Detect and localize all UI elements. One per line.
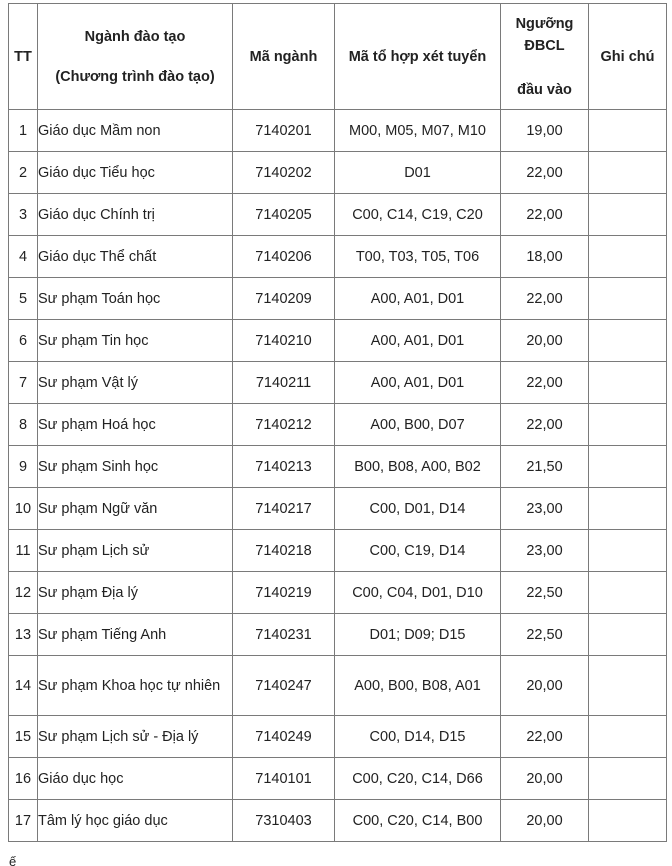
cell-threshold: 22,00 — [501, 716, 589, 758]
cell-code: 7140213 — [233, 446, 335, 488]
cell-threshold: 22,00 — [501, 278, 589, 320]
cell-note — [589, 758, 667, 800]
cell-note — [589, 572, 667, 614]
cell-tt: 17 — [9, 800, 38, 842]
header-combos: Mã tổ hợp xét tuyển — [335, 4, 501, 110]
table-row — [9, 446, 667, 488]
table-row — [9, 194, 667, 236]
cell-note — [589, 716, 667, 758]
cell-note — [589, 362, 667, 404]
header-threshold — [501, 4, 589, 110]
cell-major: Giáo dục Thể chất — [38, 236, 233, 278]
cell-tt: 5 — [9, 278, 38, 320]
cell-tt: 12 — [9, 572, 38, 614]
cell-major: Sư phạm Hoá học — [38, 404, 233, 446]
cell-tt: 14 — [9, 656, 38, 716]
cell-combos: A00, B00, D07 — [335, 404, 501, 446]
cell-code: 7140249 — [233, 716, 335, 758]
cell-code: 7140231 — [233, 614, 335, 656]
table-row — [9, 656, 667, 716]
table-row — [9, 362, 667, 404]
table-row — [9, 404, 667, 446]
cell-threshold: 22,00 — [501, 362, 589, 404]
cell-tt: 11 — [9, 530, 38, 572]
cell-code: 7140206 — [233, 236, 335, 278]
cell-note — [589, 236, 667, 278]
cell-code: 7140202 — [233, 152, 335, 194]
cell-threshold: 22,50 — [501, 572, 589, 614]
cell-code: 7140211 — [233, 362, 335, 404]
cell-tt: 7 — [9, 362, 38, 404]
cell-tt: 10 — [9, 488, 38, 530]
table-row — [9, 716, 667, 758]
cell-major: Sư phạm Toán học — [38, 278, 233, 320]
cell-combos: C00, C04, D01, D10 — [335, 572, 501, 614]
cell-combos: A00, B00, B08, A01 — [335, 656, 501, 716]
table-row — [9, 530, 667, 572]
cell-threshold: 23,00 — [501, 530, 589, 572]
cell-note — [589, 320, 667, 362]
cell-combos: D01 — [335, 152, 501, 194]
cell-combos: A00, A01, D01 — [335, 362, 501, 404]
header-threshold-line1: Ngưỡng — [515, 15, 574, 32]
cell-major: Giáo dục học — [38, 758, 233, 800]
cell-note — [589, 656, 667, 716]
cell-combos: A00, A01, D01 — [335, 278, 501, 320]
cell-major: Sư phạm Sinh học — [38, 446, 233, 488]
cell-combos: C00, C20, C14, B00 — [335, 800, 501, 842]
cell-code: 7140201 — [233, 110, 335, 152]
cell-threshold: 20,00 — [501, 800, 589, 842]
cell-combos: A00, A01, D01 — [335, 320, 501, 362]
header-tt: TT — [9, 4, 38, 110]
cell-threshold: 20,00 — [501, 656, 589, 716]
table-row — [9, 488, 667, 530]
cell-note — [589, 110, 667, 152]
cell-threshold: 22,00 — [501, 194, 589, 236]
table-row — [9, 572, 667, 614]
table-row — [9, 758, 667, 800]
header-row — [9, 4, 667, 110]
header-threshold-line3: đầu vào — [517, 81, 572, 98]
table-row — [9, 614, 667, 656]
cell-threshold: 20,00 — [501, 758, 589, 800]
cell-major: Giáo dục Mầm non — [38, 110, 233, 152]
cell-code: 7140219 — [233, 572, 335, 614]
table-row — [9, 236, 667, 278]
cell-major: Sư phạm Ngữ văn — [38, 488, 233, 530]
header-major-subtitle: (Chương trình đào tạo) — [55, 68, 215, 85]
cell-major: Sư phạm Lịch sử — [38, 530, 233, 572]
cell-threshold: 23,00 — [501, 488, 589, 530]
cell-tt: 1 — [9, 110, 38, 152]
cell-combos: D01; D09; D15 — [335, 614, 501, 656]
cell-threshold: 20,00 — [501, 320, 589, 362]
header-major — [38, 4, 233, 110]
header-major-title: Ngành đào tạo — [84, 28, 186, 45]
cell-note — [589, 530, 667, 572]
cell-threshold: 22,50 — [501, 614, 589, 656]
footer-text-fragment: ế — [9, 856, 17, 866]
cell-note — [589, 614, 667, 656]
cell-note — [589, 446, 667, 488]
cell-threshold: 22,00 — [501, 404, 589, 446]
admissions-table — [8, 3, 667, 842]
table-row — [9, 110, 667, 152]
header-threshold-line2: ĐBCL — [524, 37, 565, 54]
cell-threshold: 18,00 — [501, 236, 589, 278]
cell-tt: 2 — [9, 152, 38, 194]
cell-code: 7140247 — [233, 656, 335, 716]
cell-note — [589, 278, 667, 320]
cell-major: Giáo dục Tiểu học — [38, 152, 233, 194]
cell-threshold: 22,00 — [501, 152, 589, 194]
cell-combos: B00, B08, A00, B02 — [335, 446, 501, 488]
cell-major: Sư phạm Lịch sử - Địa lý — [38, 716, 233, 758]
cell-tt: 16 — [9, 758, 38, 800]
cell-tt: 4 — [9, 236, 38, 278]
cell-threshold: 19,00 — [501, 110, 589, 152]
cell-combos: C00, D14, D15 — [335, 716, 501, 758]
cell-code: 7140205 — [233, 194, 335, 236]
cell-combos: T00, T03, T05, T06 — [335, 236, 501, 278]
cell-combos: C00, C14, C19, C20 — [335, 194, 501, 236]
cell-note — [589, 404, 667, 446]
cell-note — [589, 152, 667, 194]
cell-code: 7140210 — [233, 320, 335, 362]
cell-major: Giáo dục Chính trị — [38, 194, 233, 236]
cell-combos: M00, M05, M07, M10 — [335, 110, 501, 152]
table-row — [9, 800, 667, 842]
cell-combos: C00, D01, D14 — [335, 488, 501, 530]
cell-code: 7140209 — [233, 278, 335, 320]
cell-note — [589, 488, 667, 530]
table-row — [9, 278, 667, 320]
table-row — [9, 320, 667, 362]
cell-tt: 9 — [9, 446, 38, 488]
cell-combos: C00, C19, D14 — [335, 530, 501, 572]
cell-major: Sư phạm Khoa học tự nhiên — [38, 656, 233, 716]
cell-code: 7140212 — [233, 404, 335, 446]
cell-tt: 15 — [9, 716, 38, 758]
cell-tt: 13 — [9, 614, 38, 656]
header-note: Ghi chú — [589, 4, 667, 110]
cell-tt: 3 — [9, 194, 38, 236]
header-code: Mã ngành — [233, 4, 335, 110]
cell-note — [589, 800, 667, 842]
cell-tt: 8 — [9, 404, 38, 446]
cell-code: 7310403 — [233, 800, 335, 842]
cell-major: Tâm lý học giáo dục — [38, 800, 233, 842]
cell-major: Sư phạm Vật lý — [38, 362, 233, 404]
cell-major: Sư phạm Tin học — [38, 320, 233, 362]
cell-tt: 6 — [9, 320, 38, 362]
cell-major: Sư phạm Địa lý — [38, 572, 233, 614]
table-body — [9, 110, 667, 842]
cell-code: 7140101 — [233, 758, 335, 800]
cell-note — [589, 194, 667, 236]
cell-threshold: 21,50 — [501, 446, 589, 488]
cell-code: 7140218 — [233, 530, 335, 572]
cell-major: Sư phạm Tiếng Anh — [38, 614, 233, 656]
table-row — [9, 152, 667, 194]
cell-code: 7140217 — [233, 488, 335, 530]
cell-combos: C00, C20, C14, D66 — [335, 758, 501, 800]
